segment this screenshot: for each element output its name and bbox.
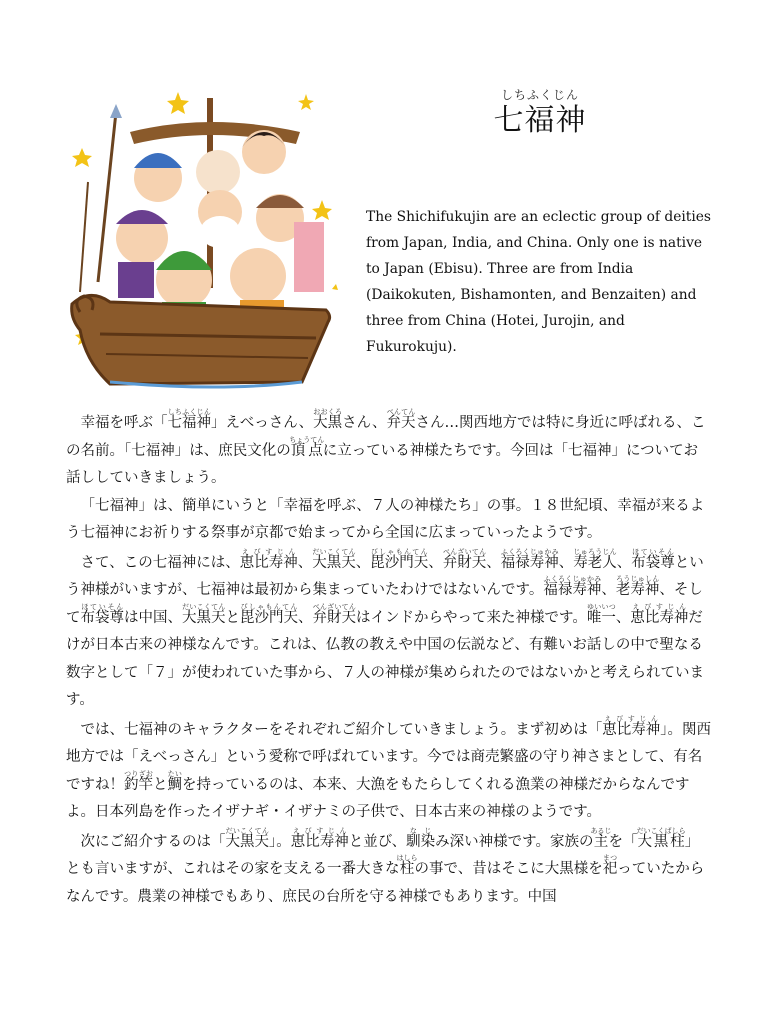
furigana-word: 弁天べんてん bbox=[386, 408, 416, 431]
furigana-word: 頂点ちょうてん bbox=[289, 435, 325, 459]
title-ruby: しちふくじん bbox=[500, 88, 579, 102]
body-paragraph: 「七福神」は、簡単にいうと「幸福を呼ぶ、７人の神様たち」の事。１８世紀頃、幸福が来るよう七福神にお祈りする祭事が京都で始まってから全国に広まっていったようです。 bbox=[66, 497, 705, 541]
furigana-word: 馴染なじ bbox=[406, 826, 436, 850]
furigana-word: 大黒天だいこくてん bbox=[312, 547, 356, 571]
furigana-word: 七福神しちふくじん bbox=[167, 408, 211, 431]
furigana-word: 老寿神ろうじゅしん bbox=[615, 575, 660, 598]
body-paragraph: では、七福神のキャラクターをそれぞれご紹介していきましょう。まず初めは「恵比寿神えびすじん」。関西地方では「えべっさん」という愛称で呼ばれています。今では商売繁盛の守り神さまとして、有名ですね！釣竿つりざおと鯛たいを持っているのは、本来、大漁をもたらしてくれる漁業の神様だからなんですよ。日本列島を作ったイザナギ・イザナミの子供で、日本古来の神様のようです。 bbox=[66, 714, 711, 820]
furigana-word: 福禄寿神ふくろくじゅかみ bbox=[500, 547, 559, 571]
furigana-word: 大黒おおくろ bbox=[313, 408, 343, 431]
page-title: 七福神 bbox=[493, 103, 587, 138]
furigana-word: 唯一ゆいいつ bbox=[586, 602, 616, 626]
article-body bbox=[66, 408, 712, 911]
furigana-word: 恵比寿神えびすじん bbox=[602, 714, 661, 738]
furigana-word: 毘沙門天びしゃもんてん bbox=[370, 547, 429, 571]
deity-figures bbox=[116, 130, 324, 332]
furigana-word: 布袋尊ほていそん bbox=[80, 602, 124, 626]
furigana-word: 鯛たい bbox=[167, 769, 182, 793]
furigana-word: 布袋尊ほていそん bbox=[631, 547, 675, 571]
furigana-word: 毘沙門天びしゃもんてん bbox=[240, 602, 298, 626]
furigana-word: 寿老人じゅろうじん bbox=[573, 547, 617, 571]
body-paragraph: 幸福を呼ぶ「七福神しちふくじん」えべっさん、大黒おおくろさん、弁天べんてんさん…関西地方では特に身近に呼ばれる、この名前。「七福神」は、庶民文化の頂点ちょうてんに立っている神様たちです。今回は「七福神」についてお話ししていきましょう。 bbox=[66, 408, 706, 486]
furigana-word: 柱はしら bbox=[396, 854, 418, 877]
title-block bbox=[470, 86, 610, 139]
furigana-word: 大黒天だいこくてん bbox=[182, 602, 226, 626]
furigana-word: 釣竿つりざお bbox=[124, 769, 153, 793]
furigana-word: 恵比寿神えびすじん bbox=[290, 826, 349, 850]
furigana-word: 祀まつ bbox=[602, 854, 618, 877]
body-paragraph: さて、この七福神には、恵比寿神えびすじん、大黒天だいこくてん、毘沙門天びしゃもんてん、弁財天べんざいてん、福禄寿神ふくろくじゅかみ、寿老人じゅろうじん、布袋尊ほていそんという神様がいますが、七福神は最初から集まっていたわけではないんです。福禄寿神ふくろくじゅかみ、老寿神ろうじゅしん、そして布袋尊ほていそんは中国、大黒天だいこくてんと毘沙門天びしゃもんてん、弁財天べんざいてんはインドからやって来た神様です。唯一ゆいいつ、恵比寿神えびすじんだけが日本古来の神様なんです。これは、仏教の教えや中国の伝説など、有難いお話しの中で聖なる数字として「７」が使われていた事から、７人の神様が集められたのではないかと考えられています。 bbox=[66, 547, 704, 708]
furigana-word: 恵比寿神えびすじん bbox=[239, 547, 298, 571]
furigana-word: 弁財天べんざいてん bbox=[312, 602, 356, 626]
furigana-word: 福禄寿神ふくろくじゅかみ bbox=[543, 575, 602, 598]
seven-lucky-gods-illustration bbox=[70, 92, 338, 392]
furigana-word: 大黒天だいこくてん bbox=[225, 826, 269, 850]
furigana-word: 大黒柱だいこくばしら bbox=[636, 826, 686, 850]
body-paragraph: 次にご紹介するのは「大黒天だいこくてん」。恵比寿神えびすじんと並び、馴染なじみ深い神様です。家族の主あるじを「大黒柱だいこくばしら」とも言いますが、これはその家を支える一番大きな柱はしらの事で、昔はそこに大黒様を祀まつっていたからなんです。農業の神様でもあり、庶民の台所を守る神様でもあります。中国 bbox=[66, 826, 705, 905]
english-intro: The Shichifukujin are an eclectic group of deities from Japan, India, and China. Only one is native to Japan (Ebisu). Three are from India (Daikokuten, Bishamonten, and Benzaiten) and three from China (Hotei, Jurojin, and Fukurokuju). bbox=[366, 209, 711, 355]
furigana-word: 主あるじ bbox=[590, 826, 612, 850]
furigana-word: 弁財天べんざいてん bbox=[442, 547, 487, 571]
furigana-word: 恵比寿神えびすじん bbox=[630, 602, 689, 626]
